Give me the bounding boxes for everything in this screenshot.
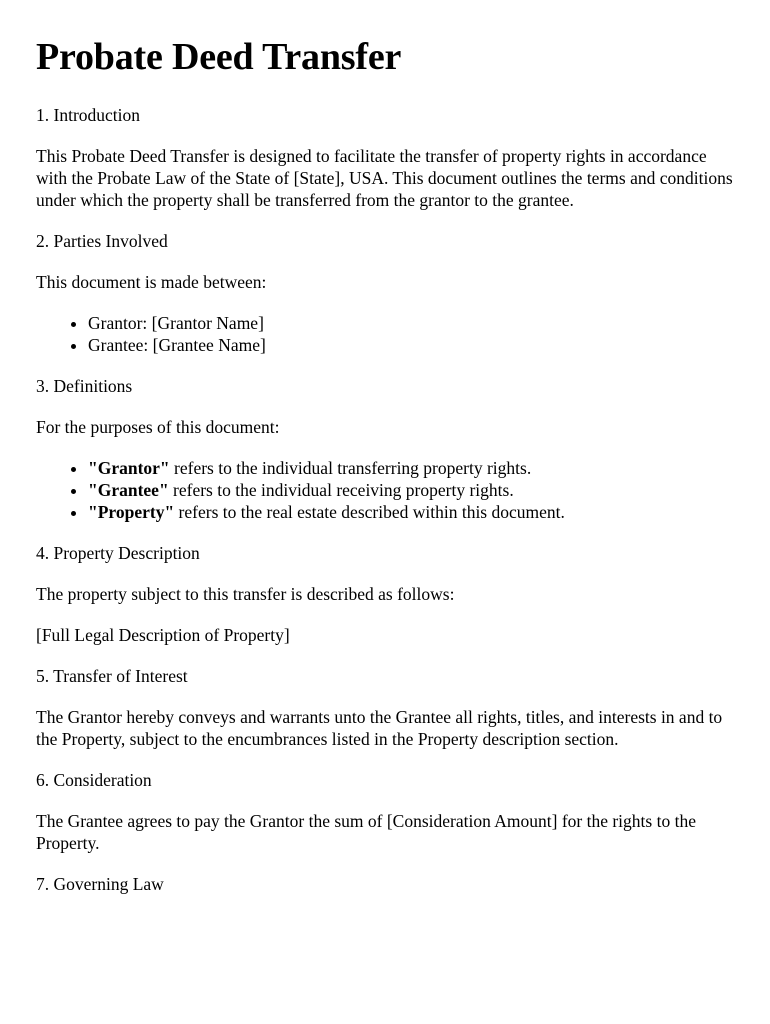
definition-item-grantor (88, 457, 736, 479)
section-heading-consideration: 6. Consideration (36, 770, 152, 790)
definition-text: refers to the individual transferring property rights. (169, 458, 532, 478)
document-title: Probate Deed Transfer (36, 36, 402, 78)
definition-term: "Grantee" (88, 480, 169, 500)
definition-item-grantee (88, 479, 736, 501)
section-heading-definitions: 3. Definitions (36, 376, 133, 396)
section-heading-transfer: 5. Transfer of Interest (36, 666, 188, 686)
transfer-paragraph: The Grantor hereby conveys and warrants unto the Grantee all rights, titles, and interests in and to the Property, subject to the encumbrances listed in the Property description section. (36, 707, 723, 749)
parties-intro-paragraph: This document is made between: (36, 272, 267, 292)
parties-list (36, 312, 736, 356)
definition-term: "Grantor" (88, 458, 170, 478)
consideration-paragraph: The Grantee agrees to pay the Grantor the sum of [Consideration Amount] for the rights to the Property. (36, 811, 696, 853)
property-description-placeholder: [Full Legal Description of Property] (36, 625, 290, 645)
section-heading-governing-law: 7. Governing Law (36, 874, 164, 894)
property-intro-paragraph: The property subject to this transfer is described as follows: (36, 584, 455, 604)
section-heading-property: 4. Property Description (36, 543, 200, 563)
document-page (36, 0, 736, 895)
list-item-grantee: • Grantee: [Grantee Name] (88, 334, 736, 356)
definitions-list (36, 457, 736, 523)
definitions-intro-paragraph: For the purposes of this document: (36, 417, 280, 437)
definition-item-property (88, 501, 736, 523)
definition-term: "Property" (88, 502, 175, 522)
definition-text: refers to the individual receiving property rights. (168, 480, 514, 500)
section-heading-parties: 2. Parties Involved (36, 231, 168, 251)
section-heading-introduction: 1. Introduction (36, 105, 141, 125)
list-item-grantor: • Grantor: [Grantor Name] (88, 312, 736, 334)
introduction-paragraph: This Probate Deed Transfer is designed to facilitate the transfer of property rights in accordance with the Probate Law of the State of [State], USA. This document outlines the terms and conditions under which the property shall be transferred from the grantor to the grantee. (36, 146, 733, 210)
definition-text: refers to the real estate described within this document. (174, 502, 565, 522)
